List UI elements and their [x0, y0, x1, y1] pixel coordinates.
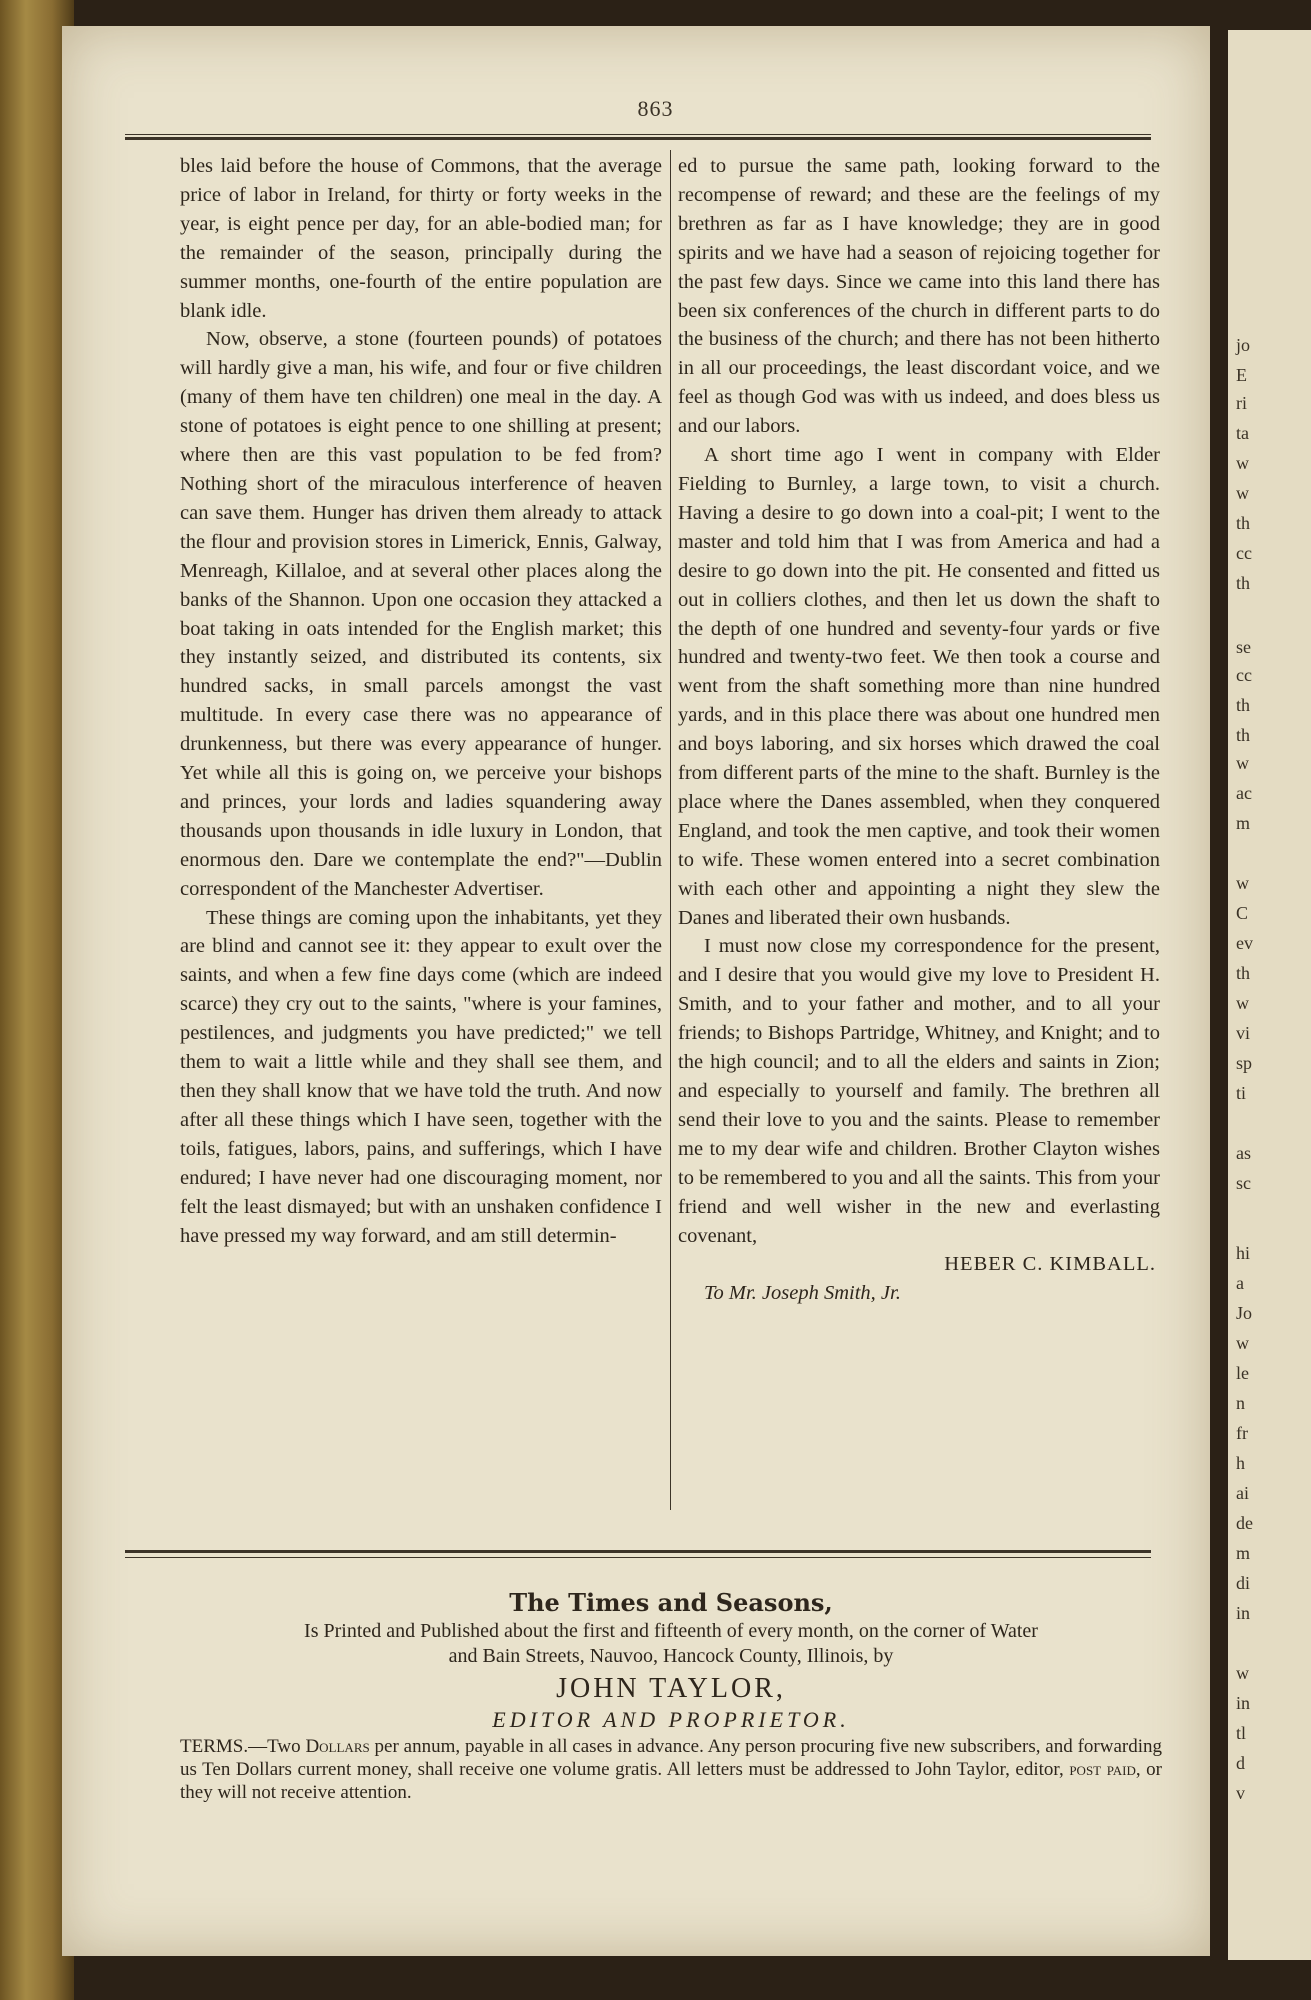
adjacent-page-fragment: in	[1236, 1603, 1251, 1623]
right-paragraph-2: A short time ago I went in company with Elder Fielding to Burnley, a large town, to visit a church. Having a desire to go down into a coal-pit; I went to the master and told him that I was from America and had a desire to go down into the pit. He consented and fitted us out in colliers clothes, and then let us down the shaft to the depth of one hundred and seventy-four yards or five hundred and twenty-two feet. We then took a course and went from the shaft something more than nine hundred yards, and in this place there was about one hundred men and boys laboring, and six horses which drawed the coal from different parts of the mine to the shaft. Burnley is the place where the Danes assembled, when they conquered England, and took the men captive, and took their women to wife. These women entered into a secret combination with each other and appointing a night they slew the Danes and liberated their own husbands.	[678, 444, 1160, 929]
adjacent-page-fragment: ri	[1236, 393, 1247, 413]
adjacent-page-fragment: n	[1236, 1393, 1245, 1413]
adjacent-page-fragment: th	[1236, 725, 1251, 745]
adjacent-page-fragment: de	[1236, 1513, 1253, 1533]
right-paragraph-1: ed to pursue the same path, looking forward to the recompense of reward; and these are the feelings of my brethren as far as I have knowledge; they are in good spirits and we have had a season of rejoicing together for the past few days. Since we came into this land there has been six conferences of the church in different parts to do the business of the church; and there has not been hitherto in all our proceedings, the least discordant voice, and we feel as though God was with us indeed, and does bless us and our labors.	[678, 155, 1160, 438]
adjacent-page-fragment: w	[1236, 1663, 1249, 1683]
adjacent-page-fragment: C	[1236, 903, 1249, 923]
adjacent-page-fragment: th	[1236, 963, 1251, 983]
adjacent-page-fragment: E	[1236, 365, 1247, 385]
adjacent-page-fragment: w	[1236, 753, 1249, 773]
column-divider	[670, 150, 671, 1510]
adjacent-page-fragment: hi	[1236, 1243, 1251, 1263]
adjacent-page-fragment: cc	[1236, 543, 1252, 563]
adjacent-page-fragment: ev	[1236, 933, 1253, 953]
adjacent-page-fragment: d	[1236, 1753, 1245, 1773]
terms-post-paid: post paid	[1069, 1759, 1136, 1780]
adjacent-page-fragment: ti	[1236, 1083, 1247, 1103]
adjacent-page-fragment: sc	[1236, 1173, 1251, 1193]
left-column	[180, 152, 662, 1250]
adjacent-page-fragment: w	[1236, 1333, 1249, 1353]
adjacent-page-fragment: as	[1236, 1143, 1251, 1163]
adjacent-page-edge	[1228, 30, 1311, 1960]
adjacent-page-fragment: tl	[1236, 1723, 1247, 1743]
adjacent-page-fragment: v	[1236, 1783, 1245, 1803]
footer-rule	[125, 1550, 1151, 1558]
terms-lead: TERMS.—Two	[180, 1736, 306, 1757]
publication-line-2: and Bain Streets, Nauvoo, Hancock County, Illinois, by	[448, 1645, 894, 1667]
adjacent-page-fragment: th	[1236, 573, 1251, 593]
publication-footer	[180, 1588, 1162, 1804]
adjacent-page-fragment: th	[1236, 513, 1251, 533]
adjacent-page-fragment: a	[1236, 1273, 1244, 1293]
page-number: 863	[637, 96, 674, 121]
terms-mid: per annum, payable in all cases in advance. Any person procuring five new subscribers, and forwarding us Ten Dollars current money, shall receive one volume gratis. All letters must be addressed to John Taylor, editor,	[180, 1736, 1162, 1780]
adjacent-page-fragment: ta	[1236, 423, 1249, 443]
adjacent-page-fragment: vi	[1236, 1023, 1251, 1043]
editor-role: EDITOR AND PROPRIETOR.	[492, 1707, 850, 1732]
adjacent-page-fragment: Jo	[1236, 1303, 1253, 1323]
adjacent-page-fragment: th	[1236, 695, 1251, 715]
adjacent-page-fragment: se	[1236, 637, 1251, 657]
adjacent-page-fragment: m	[1236, 813, 1251, 833]
left-paragraph-3: These things are coming upon the inhabitants, yet they are blind and cannot see it: they appear to exult over the saints, and when a few fine days come (which are indeed scarce) they cry out to the saints, "where is your famines, pestilences, and judgments you have predicted;" we tell them to wait a little while and they shall see them, and then they shall know that we have told the truth. And now after all these things which I have seen, together with the toils, fatigues, labors, pains, and sufferings, which I have endured; I have never had one discouraging moment, nor felt the least dismayed; but with an unshaken confidence I have pressed my way forward, and am still determin-	[180, 906, 662, 1247]
adjacent-page-fragment: sp	[1236, 1053, 1253, 1073]
header-rule	[125, 134, 1151, 140]
letter-signature: HEBER C. KIMBALL.	[944, 1253, 1156, 1276]
subscription-terms	[180, 1735, 1162, 1804]
adjacent-page-fragment: w	[1236, 483, 1249, 503]
adjacent-page-fragment: di	[1236, 1573, 1251, 1593]
adjacent-page-fragment: jo	[1236, 335, 1251, 355]
adjacent-page-fragment: in	[1236, 1693, 1251, 1713]
adjacent-page-fragment: cc	[1236, 665, 1252, 685]
right-column	[678, 152, 1160, 1308]
adjacent-page-fragment: w	[1236, 453, 1249, 473]
adjacent-page-fragment: m	[1236, 1543, 1251, 1563]
terms-end: , or they will not receive attention.	[180, 1759, 1163, 1803]
adjacent-page-fragment: ai	[1236, 1483, 1249, 1503]
left-paragraph-1: bles laid before the house of Commons, that the average price of labor in Ireland, for thirty or forty weeks in the year, is eight pence per day, for an able-bodied man; for the remainder of the season, principally during the summer months, one-fourth of the entire population are blank idle.	[180, 155, 662, 322]
publication-line-1: Is Printed and Published about the first and fifteenth of every month, on the corner of Water	[304, 1620, 1038, 1642]
adjacent-page-fragment: fr	[1236, 1423, 1248, 1443]
right-paragraph-3: I must now close my correspondence for the present, and I desire that you would give my love to President H. Smith, and to your father and mother, and to all your friends; to Bishops Partridge, Whitney, and Knight; and to the high council; and to all the elders and saints in Zion; and especially to yourself and family. The brethren all send their love to you and the saints. Please to remember me to my dear wife and children. Brother Clayton wishes to be remembered to you and all the saints. This from your friend and well wisher in the new and everlasting covenant,	[678, 935, 1160, 1247]
terms-dollars: Dollars	[305, 1736, 370, 1757]
adjacent-page-fragment: h	[1236, 1453, 1245, 1473]
adjacent-page-fragment: le	[1236, 1363, 1249, 1383]
letter-addressee: To Mr. Joseph Smith, Jr.	[704, 1282, 901, 1305]
publication-title: The Times and Seasons,	[509, 1588, 833, 1617]
adjacent-page-fragment: ac	[1236, 783, 1252, 803]
adjacent-page-fragment: w	[1236, 873, 1249, 893]
left-paragraph-2: Now, observe, a stone (fourteen pounds) of potatoes will hardly give a man, his wife, and four or five children (many of them have ten children) one meal in the day. A stone of potatoes is eight pence to one shilling at present; where then are this vast population to be fed from? Nothing short of the miraculous interference of heaven can save them. Hunger has driven them already to attack the flour and provision stores in Limerick, Ennis, Galway, Menreagh, Killaloe, and at several other places along the banks of the Shannon. Upon one occasion they attacked a boat taking in oats intended for the English market; this they instantly seized, and distributed its contents, six hundred sacks, in small parcels amongst the vast multitude. In every case there was no appearance of drunkenness, but there was every appearance of hunger. Yet while all this is going on, we perceive your bishops and princes, your lords and ladies squandering away thousands upon thousands in idle luxury in London, that enormous den. Dare we contemplate the end?"—Dublin correspondent of the Manchester Advertiser.	[180, 328, 662, 900]
adjacent-page-fragment: w	[1236, 993, 1249, 1013]
editor-name: JOHN TAYLOR,	[556, 1673, 786, 1704]
